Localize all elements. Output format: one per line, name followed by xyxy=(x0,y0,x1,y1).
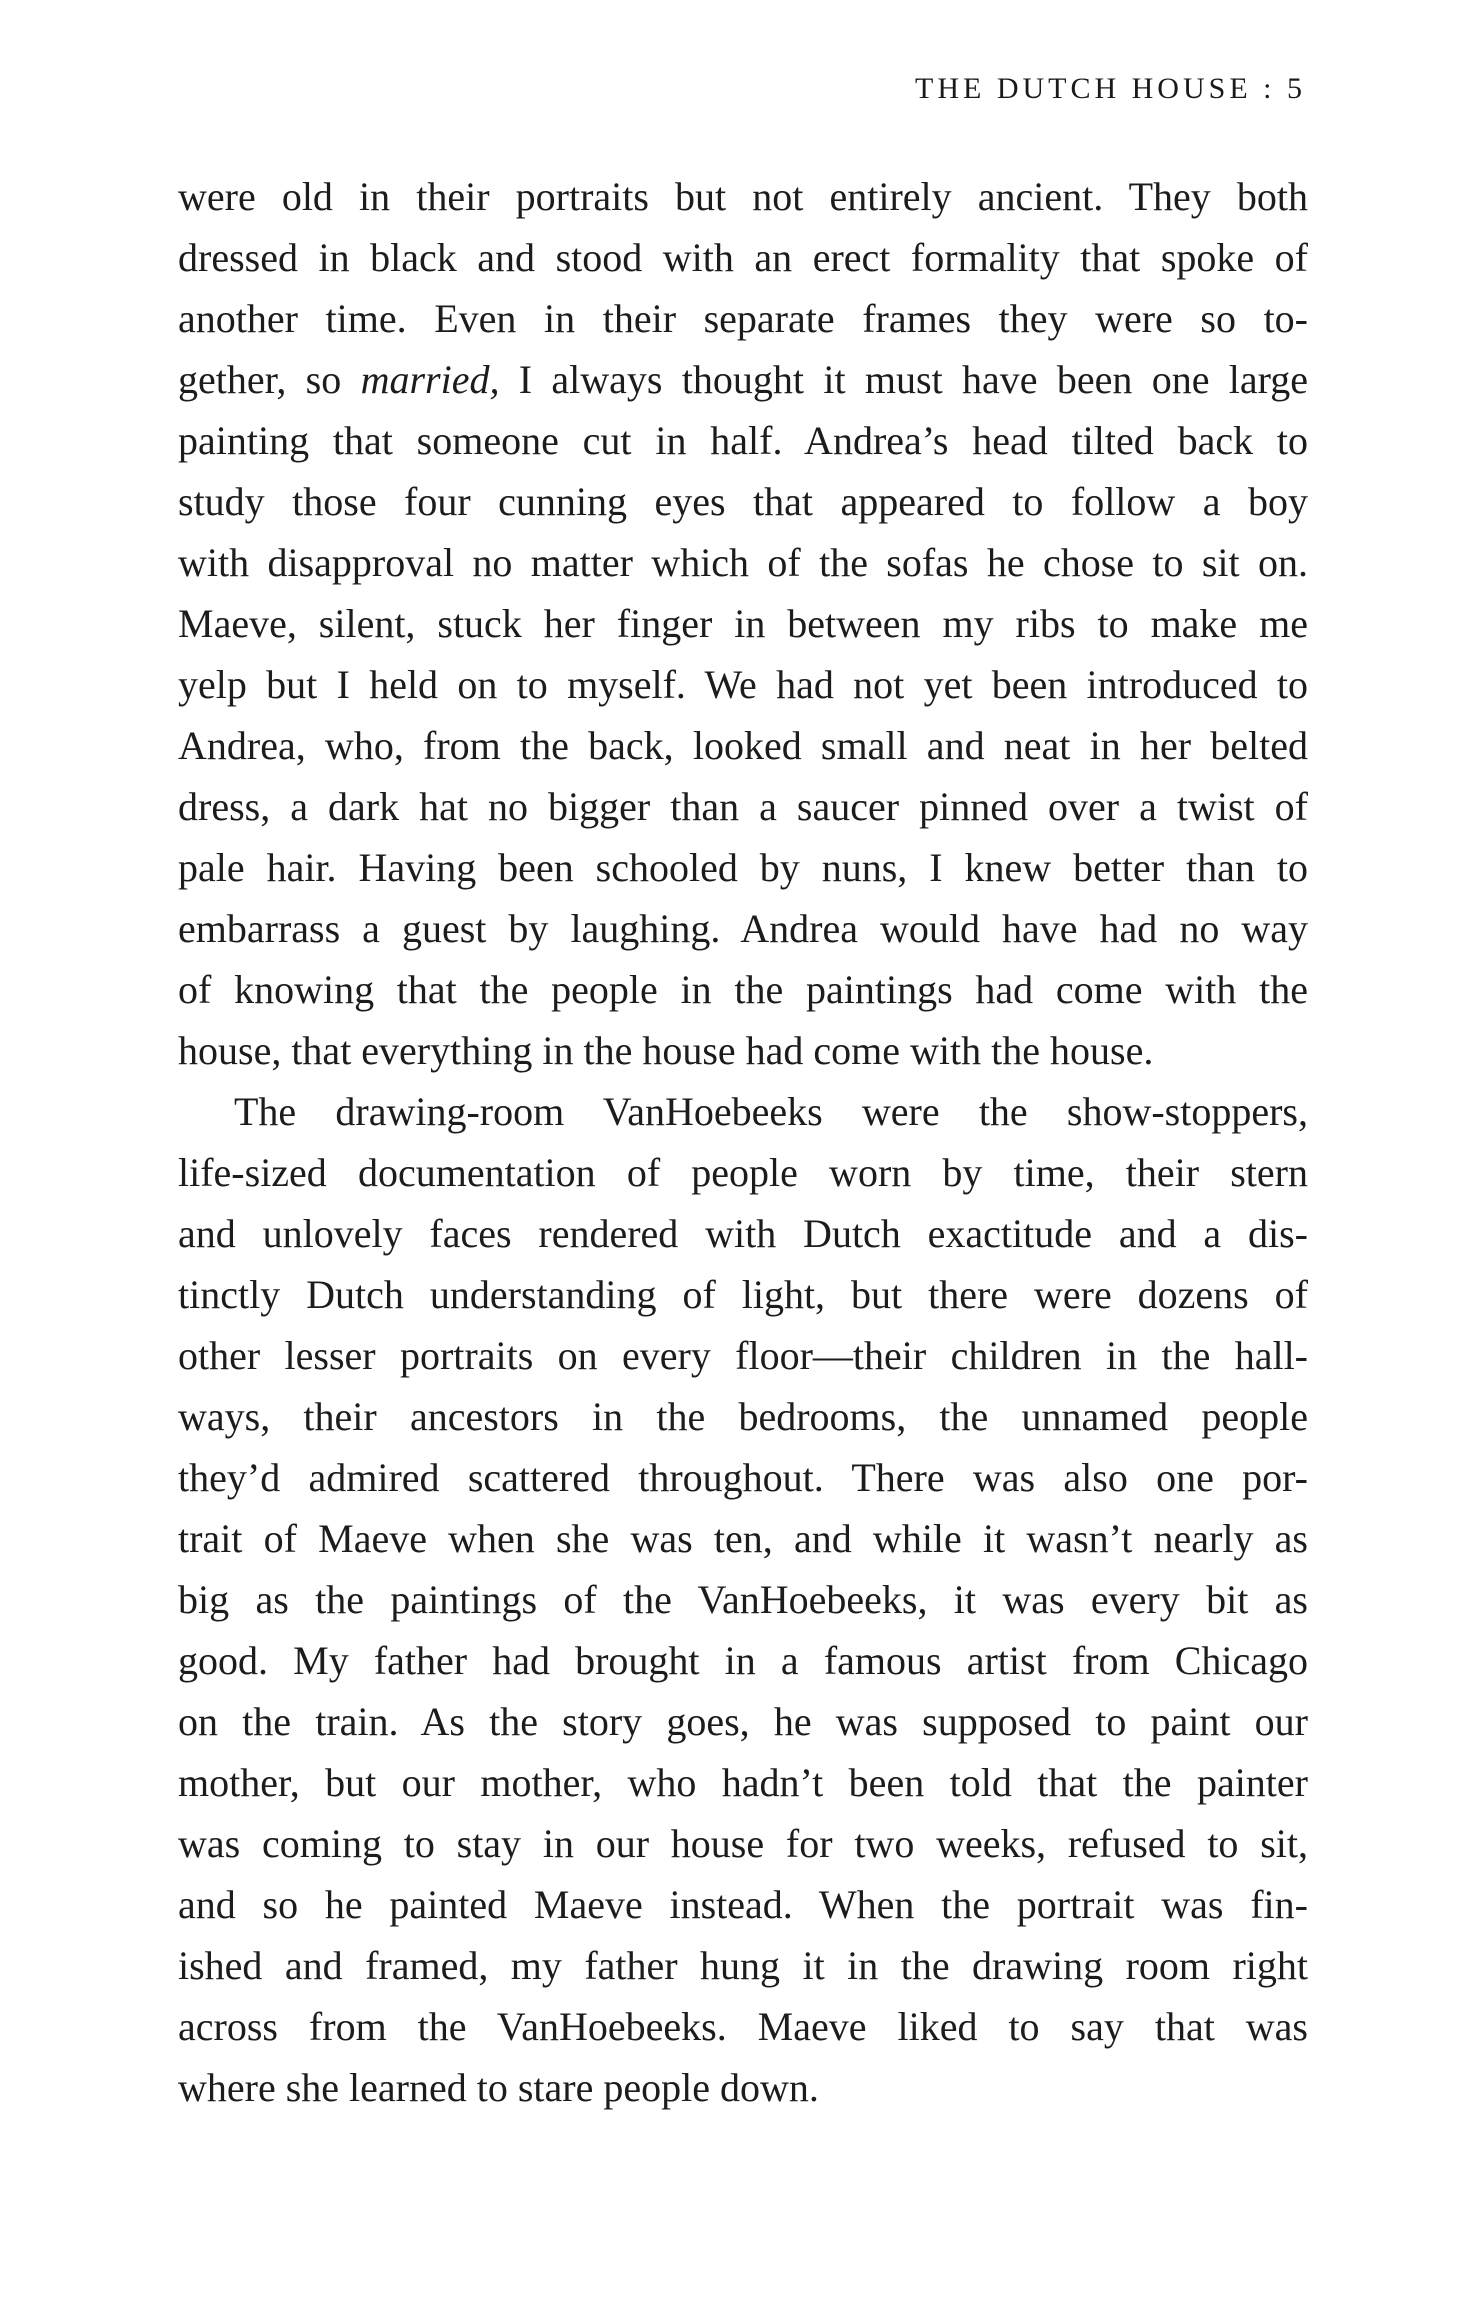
text-run: I always thought it must have been one large xyxy=(499,357,1308,402)
running-head: THE DUTCH HOUSE : 5 xyxy=(915,72,1306,105)
text-line: painting that someone cut in half. Andrea’s head tilted back to xyxy=(178,418,1308,463)
text-line: embarrass a guest by laughing. Andrea would have had no way xyxy=(178,906,1308,951)
text-line: Maeve, silent, stuck her finger in between my ribs to make me xyxy=(178,601,1308,646)
text-line: where she learned to stare people down. xyxy=(178,2065,819,2110)
text-line: ways, their ancestors in the bedrooms, the unnamed people xyxy=(178,1394,1308,1439)
text-line: and unlovely faces rendered with Dutch exactitude and a dis- xyxy=(178,1211,1308,1256)
text-line: ished and framed, my father hung it in the drawing room right xyxy=(178,1943,1308,1988)
italic-word: married, xyxy=(360,357,500,402)
text-line: other lesser portraits on every floor—their children in the hall- xyxy=(178,1333,1308,1378)
text-line: life-sized documentation of people worn by time, their stern xyxy=(178,1150,1308,1195)
text-line: tinctly Dutch understanding of light, but there were dozens of xyxy=(178,1272,1308,1317)
text-line: mother, but our mother, who hadn’t been told that the painter xyxy=(178,1760,1308,1805)
text-line: trait of Maeve when she was ten, and while it wasn’t nearly as xyxy=(178,1516,1308,1561)
text-line: pale hair. Having been schooled by nuns, I knew better than to xyxy=(178,845,1308,890)
body-text xyxy=(178,166,1308,2118)
text-line: on the train. As the story goes, he was supposed to paint our xyxy=(178,1699,1308,1744)
text-line: another time. Even in their separate frames they were so to- xyxy=(178,296,1308,341)
text-line: study those four cunning eyes that appeared to follow a boy xyxy=(178,479,1308,524)
text-line: were old in their portraits but not entirely ancient. They both xyxy=(178,174,1308,219)
text-line: was coming to stay in our house for two weeks, refused to sit, xyxy=(178,1821,1308,1866)
text-line xyxy=(178,349,1308,410)
text-line: they’d admired scattered throughout. There was also one por- xyxy=(178,1455,1308,1500)
text-line: dressed in black and stood with an erect formality that spoke of xyxy=(178,235,1308,280)
text-line: and so he painted Maeve instead. When the portrait was fin- xyxy=(178,1882,1308,1927)
text-run: gether, so xyxy=(178,357,361,402)
text-line: of knowing that the people in the paintings had come with the xyxy=(178,967,1308,1012)
text-line: yelp but I held on to myself. We had not yet been introduced to xyxy=(178,662,1308,707)
text-line: good. My father had brought in a famous artist from Chicago xyxy=(178,1638,1308,1683)
text-line: Andrea, who, from the back, looked small and neat in her belted xyxy=(178,723,1308,768)
text-line: big as the paintings of the VanHoebeeks, it was every bit as xyxy=(178,1577,1308,1622)
text-line: The drawing-room VanHoebeeks were the show-stoppers, xyxy=(234,1089,1308,1134)
text-line: with disapproval no matter which of the sofas he chose to sit on. xyxy=(178,540,1308,585)
text-line: house, that everything in the house had come with the house. xyxy=(178,1028,1154,1073)
text-line: dress, a dark hat no bigger than a saucer pinned over a twist of xyxy=(178,784,1308,829)
text-line: across from the VanHoebeeks. Maeve liked to say that was xyxy=(178,2004,1308,2049)
